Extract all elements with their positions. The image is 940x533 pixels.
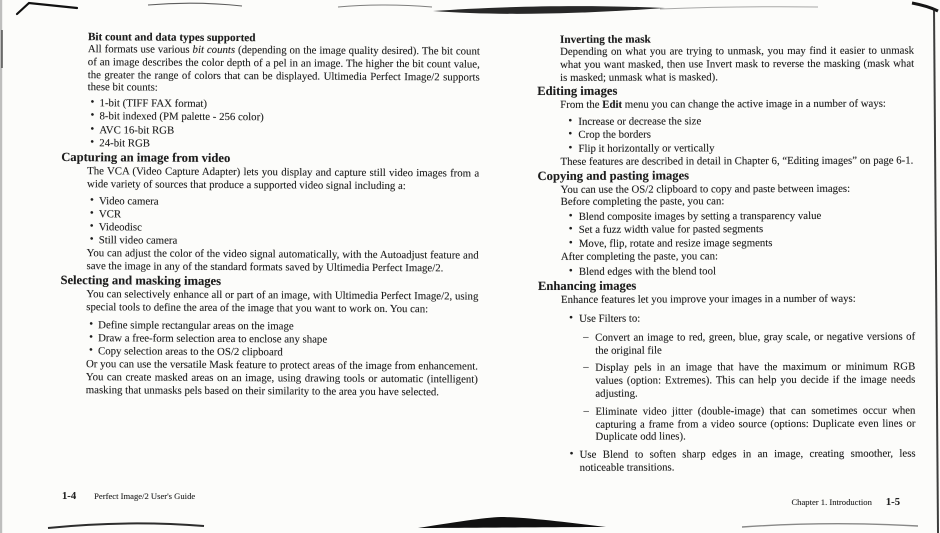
scan-artifact-top-left-corner [17, 3, 77, 14]
bullet-blend [539, 448, 916, 476]
list-item: • VCR [99, 208, 479, 224]
list-item: • Use Blend to soften sharp edges in an image, creating smoother, less noticeable transitions. [580, 448, 916, 476]
text-run-italic: bit counts [192, 43, 236, 57]
list-item: • Use Filters to: [579, 311, 915, 325]
text-run: All formats use various [87, 43, 193, 56]
list-item: • 8-bit indexed (PM palette - 256 color) [99, 111, 479, 127]
section-heading-enhancing: Enhancing images [537, 278, 637, 293]
paragraph-bit-count [62, 43, 480, 97]
list-item: • Blend edges with the blend tool [579, 264, 915, 278]
list-item: • Copy selection areas to the OS/2 clipboard [98, 345, 478, 361]
section-heading-editing: Editing images [537, 84, 618, 99]
paragraph-capturing: The VCA (Video Capture Adapter) lets you display and capture still video images from a wide variety of sources that produce a supported video signal including a: [87, 165, 480, 192]
list-item: • Define simple rectangular areas on the image [98, 319, 478, 335]
scan-artifact-top-line-1 [148, 3, 242, 6]
scan-artifact-bottom-curve-1 [48, 523, 204, 528]
footer-left [62, 486, 195, 504]
bullet-list-before-paste [538, 210, 915, 251]
bullet-list-selection [60, 319, 478, 361]
scan-artifact-right-page-edge [934, 8, 938, 533]
scan-artifact-top-right-wedge [912, 3, 938, 11]
list-item: • Draw a free-form selection area to enclose any shape [98, 332, 478, 348]
list-item: • AVC 16-bit RGB [99, 124, 479, 140]
list-item: • Crop the borders [578, 128, 914, 142]
list-item: • 1-bit (TIFF FAX format) [100, 97, 480, 113]
section-heading-capturing: Capturing an image from video [61, 149, 231, 166]
scan-artifact-top-line-3 [660, 7, 818, 9]
paragraph-copying: You can use the OS/2 clipboard to copy and paste between images: [560, 182, 851, 196]
page-number: 1-5 [885, 497, 900, 508]
list-item: • Video camera [99, 195, 479, 211]
section-heading-selecting: Selecting and masking images [60, 272, 222, 288]
scan-artifact-gutter-shadow [433, 6, 665, 14]
scan-artifact-bottom-curve-2 [418, 517, 606, 528]
list-item: – Display pels in an image that have the maximum or minimum RGB values (option: Extremes). This can help you decide if the image needs adjusting. [595, 361, 915, 401]
bullet-list-editing [537, 115, 914, 156]
list-item: • Still video camera [99, 234, 479, 250]
list-item: • Set a fuzz width value for pasted segments [579, 223, 915, 237]
list-item: – Eliminate video jitter (double-image) that can sometimes occur when capturing a frame from a video source (options: Duplicate even lines or Duplicate odd lines). [595, 404, 915, 444]
label-after-paste: After completing the paste, you can: [560, 250, 718, 263]
text-run: From the [560, 99, 603, 112]
page-right [537, 33, 916, 476]
paragraph-mask: Or you can use the versatile Mask feature to protect areas of the image from enhancement. You can create masked areas on an image, using drawing tools or automatic (intelligent) masking that unmasks pels based on their similarity to the area you have selected. [85, 358, 478, 399]
paragraph-enhancing: Enhance features let you improve your images in a number of ways: [560, 292, 856, 306]
label-before-paste: Before completing the paste, you can: [560, 195, 725, 209]
paragraph-autoadjust: You can adjust the color of the video signal automatically, with the Autoadjust feature and save the image in any of the standard formats saved by Ultimedia Perfect Image/2. [86, 247, 479, 275]
text-run: menu you can change the active image in a number of ways: [622, 98, 886, 112]
paragraph-inverting: Depending on what you are trying to unmask, you may find it easier to unmask what you want masked, then use Invert mask to reverse the masking (mask what is masked; unmask what is masked). [560, 44, 915, 84]
list-item: • 24-bit RGB [99, 137, 479, 153]
text-run-bold: Edit [602, 99, 623, 112]
list-item: • Flip it horizontally or vertically [578, 141, 914, 155]
bullet-list-bit-counts [61, 97, 479, 152]
paragraph-selecting: You can selectively enhance all or part of an image, with Ultimedia Perfect Image/2, using special tools to define the area of the image that you want to work on. You can: [86, 288, 479, 316]
list-item: – Convert an image to red, green, blue, gray scale, or negative versions of the original file [595, 330, 915, 357]
scan-artifact-left-page-edge [0, 0, 2, 533]
footer-right [791, 492, 900, 510]
scan-artifact-bottom-curve-3 [742, 524, 918, 527]
section-heading-copying: Copying and pasting images [537, 168, 690, 183]
running-footer-chapter: Chapter 1. Introduction [791, 497, 872, 507]
subsection-heading-bit-count: Bit count and data types supported [87, 31, 256, 45]
list-item: • Blend composite images by setting a transparency value [579, 210, 915, 224]
scan-artifact-top-line-2 [338, 5, 432, 7]
page-left [60, 31, 480, 399]
list-item: • Move, flip, rotate and resize image segments [579, 236, 915, 250]
bullet-filters [538, 311, 915, 326]
subsection-heading-inverting: Inverting the mask [559, 33, 651, 46]
bullet-list-video-sources [61, 195, 479, 250]
text-run: (depending on the image quality desired). The bit count of an image describes the color depth of a pel in an image. The higher the bit count value, the greater the range of colors that can be displayed. Ultimedia Perfect Image/2 supports these bit counts: [87, 44, 480, 94]
paragraph-editing-ref: These features are described in detail in Chapter 6, “Editing images” on page 6-1. [560, 154, 914, 168]
page-number: 1-4 [62, 491, 77, 502]
list-item: • Increase or decrease the size [578, 115, 914, 129]
bullet-list-after-paste [538, 264, 915, 279]
list-item: • Videodisc [99, 221, 479, 237]
paragraph-editing [537, 98, 914, 112]
dash-list-filters [538, 330, 915, 444]
running-footer-title: Perfect Image/2 User's Guide [94, 491, 196, 501]
